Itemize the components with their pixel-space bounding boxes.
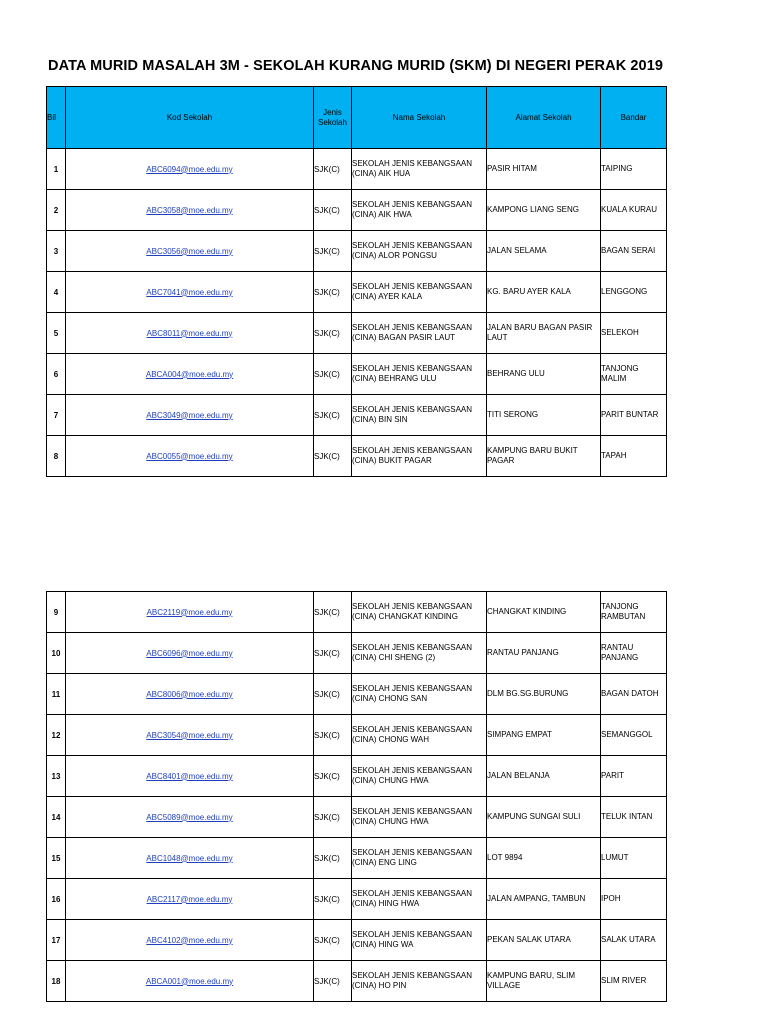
nama-sekolah-cell xyxy=(352,231,487,272)
alamat-sekolah-cell xyxy=(487,313,601,354)
line-1: BAGAN SERAI xyxy=(601,246,656,255)
row-number: 13 xyxy=(47,756,66,797)
row-number: 5 xyxy=(47,313,66,354)
line-1: SEKOLAH JENIS KEBANGSAAN xyxy=(352,200,473,209)
header-alamat-sekolah: Alamat Sekolah xyxy=(487,87,601,149)
kod-sekolah-link[interactable]: ABC8006@moe.edu.my xyxy=(146,689,233,699)
line-1: KAMPONG LIANG SENG xyxy=(487,205,580,214)
table-row xyxy=(47,633,667,674)
bandar-cell xyxy=(601,633,667,674)
jenis-sekolah-cell: SJK(C) xyxy=(314,592,352,633)
line-2: (CINA) ALOR PONGSU xyxy=(352,251,437,260)
line-1: PARIT xyxy=(601,771,624,780)
row-number: 1 xyxy=(47,149,66,190)
jenis-sekolah-cell: SJK(C) xyxy=(314,838,352,879)
nama-sekolah-cell xyxy=(352,797,487,838)
kod-sekolah-link[interactable]: ABCA001@moe.edu.my xyxy=(145,976,234,986)
nama-sekolah-cell xyxy=(352,879,487,920)
header-row xyxy=(47,87,667,149)
row-number: 8 xyxy=(47,436,66,477)
row-number: 11 xyxy=(47,674,66,715)
line-1: SEKOLAH JENIS KEBANGSAAN xyxy=(352,446,473,455)
line-1: SELEKOH xyxy=(601,328,639,337)
bandar-cell xyxy=(601,149,667,190)
header-bandar: Bandar xyxy=(601,87,667,149)
line-1: SLIM RIVER xyxy=(601,976,647,985)
row-number: 6 xyxy=(47,354,66,395)
kod-sekolah-link[interactable]: ABC8401@moe.edu.my xyxy=(146,771,233,781)
line-1: SEKOLAH JENIS KEBANGSAAN xyxy=(352,602,473,611)
kod-sekolah-link[interactable]: ABC3054@moe.edu.my xyxy=(146,730,233,740)
kod-sekolah-link[interactable]: ABC2119@moe.edu.my xyxy=(146,607,233,617)
line-1: TITI SERONG xyxy=(487,410,539,419)
line-1: SEKOLAH JENIS KEBANGSAAN xyxy=(352,643,473,652)
table-row xyxy=(47,674,667,715)
kod-sekolah-cell xyxy=(66,879,314,920)
line-1: SEKOLAH JENIS KEBANGSAAN xyxy=(352,684,473,693)
jenis-sekolah-cell: SJK(C) xyxy=(314,313,352,354)
alamat-sekolah-cell xyxy=(487,190,601,231)
line-2: (CINA) BIN SIN xyxy=(352,415,408,424)
line-2: (CINA) AIK HUA xyxy=(352,169,411,178)
bandar-cell xyxy=(601,879,667,920)
line-1: TANJONG xyxy=(601,364,639,373)
kod-sekolah-cell xyxy=(66,961,314,1002)
line-1: KAMPUNG SUNGAI SULI xyxy=(487,812,581,821)
line-2: (CINA) BAGAN PASIR LAUT xyxy=(352,333,455,342)
table-row xyxy=(47,797,667,838)
kod-sekolah-cell xyxy=(66,797,314,838)
bandar-cell xyxy=(601,715,667,756)
row-number: 15 xyxy=(47,838,66,879)
nama-sekolah-cell xyxy=(352,354,487,395)
alamat-sekolah-cell xyxy=(487,231,601,272)
jenis-sekolah-cell: SJK(C) xyxy=(314,756,352,797)
row-number: 3 xyxy=(47,231,66,272)
alamat-sekolah-cell xyxy=(487,395,601,436)
kod-sekolah-cell xyxy=(66,354,314,395)
line-1: SEMANGGOL xyxy=(601,730,653,739)
line-2: (CINA) CHANGKAT KINDING xyxy=(352,612,458,621)
line-1: JALAN BARU BAGAN PASIR xyxy=(487,323,593,332)
line-2: MALIM xyxy=(601,374,627,383)
line-1: SEKOLAH JENIS KEBANGSAAN xyxy=(352,889,473,898)
line-1: TANJONG xyxy=(601,602,639,611)
school-table-page-1 xyxy=(46,86,667,477)
nama-sekolah-cell xyxy=(352,592,487,633)
kod-sekolah-cell xyxy=(66,715,314,756)
line-1: SEKOLAH JENIS KEBANGSAAN xyxy=(352,848,473,857)
kod-sekolah-link[interactable]: ABCA004@moe.edu.my xyxy=(145,369,234,379)
line-2: (CINA) ENG LING xyxy=(352,858,417,867)
kod-sekolah-cell xyxy=(66,313,314,354)
row-number: 14 xyxy=(47,797,66,838)
alamat-sekolah-cell xyxy=(487,592,601,633)
line-2: (CINA) AYER KALA xyxy=(352,292,423,301)
header-nama-sekolah: Nama Sekolah xyxy=(352,87,487,149)
line-1: SEKOLAH JENIS KEBANGSAAN xyxy=(352,807,473,816)
nama-sekolah-cell xyxy=(352,715,487,756)
nama-sekolah-cell xyxy=(352,674,487,715)
line-1: PEKAN SALAK UTARA xyxy=(487,935,571,944)
nama-sekolah-cell xyxy=(352,149,487,190)
line-1: LOT 9894 xyxy=(487,853,523,862)
line-1: TAIPING xyxy=(601,164,633,173)
row-number: 17 xyxy=(47,920,66,961)
nama-sekolah-cell xyxy=(352,920,487,961)
jenis-sekolah-cell: SJK(C) xyxy=(314,920,352,961)
line-1: SEKOLAH JENIS KEBANGSAAN xyxy=(352,159,473,168)
kod-sekolah-link[interactable]: ABC3058@moe.edu.my xyxy=(146,205,233,215)
line-2: (CINA) BEHRANG ULU xyxy=(352,374,437,383)
bandar-cell xyxy=(601,190,667,231)
line-1: JALAN SELAMA xyxy=(487,246,547,255)
alamat-sekolah-cell xyxy=(487,715,601,756)
jenis-sekolah-cell: SJK(C) xyxy=(314,149,352,190)
table-row xyxy=(47,715,667,756)
kod-sekolah-link[interactable]: ABC6094@moe.edu.my xyxy=(146,164,233,174)
line-1: BEHRANG ULU xyxy=(487,369,545,378)
line-2: (CINA) CHUNG HWA xyxy=(352,776,429,785)
line-1: JALAN BELANJA xyxy=(487,771,550,780)
nama-sekolah-cell xyxy=(352,961,487,1002)
bandar-cell xyxy=(601,436,667,477)
table-row xyxy=(47,190,667,231)
kod-sekolah-link[interactable]: ABC2117@moe.edu.my xyxy=(146,894,233,904)
jenis-sekolah-cell: SJK(C) xyxy=(314,633,352,674)
kod-sekolah-link[interactable]: ABC8011@moe.edu.my xyxy=(146,328,233,338)
jenis-sekolah-cell: SJK(C) xyxy=(314,961,352,1002)
jenis-sekolah-cell: SJK(C) xyxy=(314,354,352,395)
table-row xyxy=(47,395,667,436)
bandar-cell xyxy=(601,592,667,633)
kod-sekolah-cell xyxy=(66,674,314,715)
line-1: JALAN AMPANG, TAMBUN xyxy=(487,894,586,903)
line-1: BAGAN DATOH xyxy=(601,689,659,698)
table-row xyxy=(47,354,667,395)
nama-sekolah-cell xyxy=(352,633,487,674)
line-1: KAMPUNG BARU BUKIT xyxy=(487,446,578,455)
jenis-sekolah-cell: SJK(C) xyxy=(314,436,352,477)
kod-sekolah-cell xyxy=(66,756,314,797)
line-1: SEKOLAH JENIS KEBANGSAAN xyxy=(352,241,473,250)
alamat-sekolah-cell xyxy=(487,272,601,313)
alamat-sekolah-cell xyxy=(487,149,601,190)
kod-sekolah-cell xyxy=(66,436,314,477)
bandar-cell xyxy=(601,395,667,436)
line-2: (CINA) BUKIT PAGAR xyxy=(352,456,432,465)
row-number: 2 xyxy=(47,190,66,231)
alamat-sekolah-cell xyxy=(487,797,601,838)
line-1: KAMPUNG BARU, SLIM xyxy=(487,971,576,980)
line-2: (CINA) CHI SHENG (2) xyxy=(352,653,436,662)
kod-sekolah-cell xyxy=(66,149,314,190)
alamat-sekolah-cell xyxy=(487,961,601,1002)
line-1: SEKOLAH JENIS KEBANGSAAN xyxy=(352,930,473,939)
table-row xyxy=(47,272,667,313)
line-2: LAUT xyxy=(487,333,508,342)
line-1: SIMPANG EMPAT xyxy=(487,730,552,739)
kod-sekolah-link[interactable]: ABC0055@moe.edu.my xyxy=(146,451,233,461)
nama-sekolah-cell xyxy=(352,190,487,231)
bandar-cell xyxy=(601,920,667,961)
kod-sekolah-cell xyxy=(66,592,314,633)
line-1: TELUK INTAN xyxy=(601,812,653,821)
jenis-sekolah-cell: SJK(C) xyxy=(314,231,352,272)
jenis-sekolah-cell: SJK(C) xyxy=(314,797,352,838)
nama-sekolah-cell xyxy=(352,756,487,797)
bandar-cell xyxy=(601,674,667,715)
line-1: IPOH xyxy=(601,894,621,903)
header-jenis-sekolah: Jenis Sekolah xyxy=(314,87,352,149)
bandar-cell xyxy=(601,961,667,1002)
jenis-sekolah-cell: SJK(C) xyxy=(314,715,352,756)
line-1: SEKOLAH JENIS KEBANGSAAN xyxy=(352,282,473,291)
line-2: PANJANG xyxy=(601,653,639,662)
bandar-cell xyxy=(601,272,667,313)
line-1: SEKOLAH JENIS KEBANGSAAN xyxy=(352,766,473,775)
alamat-sekolah-cell xyxy=(487,674,601,715)
line-2: (CINA) AIK HWA xyxy=(352,210,412,219)
line-2: VILLAGE xyxy=(487,981,521,990)
nama-sekolah-cell xyxy=(352,272,487,313)
jenis-sekolah-cell: SJK(C) xyxy=(314,674,352,715)
line-2: (CINA) HING WA xyxy=(352,940,414,949)
bandar-cell xyxy=(601,756,667,797)
line-2: (CINA) HO PIN xyxy=(352,981,407,990)
row-number: 16 xyxy=(47,879,66,920)
line-1: SEKOLAH JENIS KEBANGSAAN xyxy=(352,725,473,734)
line-1: LENGGONG xyxy=(601,287,648,296)
kod-sekolah-link[interactable]: ABC4102@moe.edu.my xyxy=(146,935,233,945)
table-row xyxy=(47,592,667,633)
alamat-sekolah-cell xyxy=(487,354,601,395)
row-number: 12 xyxy=(47,715,66,756)
header-bil: Bil xyxy=(47,87,66,149)
line-2: (CINA) CHONG SAN xyxy=(352,694,428,703)
line-1: SEKOLAH JENIS KEBANGSAAN xyxy=(352,405,473,414)
bandar-cell xyxy=(601,838,667,879)
row-number: 18 xyxy=(47,961,66,1002)
kod-sekolah-cell xyxy=(66,272,314,313)
alamat-sekolah-cell xyxy=(487,879,601,920)
jenis-sekolah-cell: SJK(C) xyxy=(314,190,352,231)
line-1: CHANGKAT KINDING xyxy=(487,607,567,616)
line-1: SEKOLAH JENIS KEBANGSAAN xyxy=(352,323,473,332)
table-row xyxy=(47,149,667,190)
table-row xyxy=(47,961,667,1002)
line-1: KG. BARU AYER KALA xyxy=(487,287,571,296)
kod-sekolah-cell xyxy=(66,395,314,436)
jenis-sekolah-cell: SJK(C) xyxy=(314,879,352,920)
line-2: (CINA) CHUNG HWA xyxy=(352,817,429,826)
table-row xyxy=(47,920,667,961)
kod-sekolah-cell xyxy=(66,231,314,272)
kod-sekolah-link[interactable]: ABC1048@moe.edu.my xyxy=(146,853,233,863)
kod-sekolah-cell xyxy=(66,633,314,674)
line-1: PARIT BUNTAR xyxy=(601,410,659,419)
row-number: 10 xyxy=(47,633,66,674)
line-1: SEKOLAH JENIS KEBANGSAAN xyxy=(352,364,473,373)
nama-sekolah-cell xyxy=(352,395,487,436)
bandar-cell xyxy=(601,313,667,354)
kod-sekolah-cell xyxy=(66,838,314,879)
table-row xyxy=(47,436,667,477)
line-1: RANTAU PANJANG xyxy=(487,648,559,657)
line-1: PASIR HITAM xyxy=(487,164,537,173)
nama-sekolah-cell xyxy=(352,838,487,879)
row-number: 4 xyxy=(47,272,66,313)
line-1: SEKOLAH JENIS KEBANGSAAN xyxy=(352,971,473,980)
alamat-sekolah-cell xyxy=(487,920,601,961)
line-1: KUALA KURAU xyxy=(601,205,658,214)
line-1: TAPAH xyxy=(601,451,627,460)
kod-sekolah-link[interactable]: ABC3049@moe.edu.my xyxy=(146,410,233,420)
nama-sekolah-cell xyxy=(352,313,487,354)
table-row xyxy=(47,838,667,879)
bandar-cell xyxy=(601,354,667,395)
kod-sekolah-link[interactable]: ABC7041@moe.edu.my xyxy=(146,287,233,297)
kod-sekolah-link[interactable]: ABC3056@moe.edu.my xyxy=(146,246,233,256)
jenis-sekolah-cell: SJK(C) xyxy=(314,272,352,313)
alamat-sekolah-cell xyxy=(487,756,601,797)
bandar-cell xyxy=(601,797,667,838)
table-row xyxy=(47,756,667,797)
line-1: RANTAU xyxy=(601,643,634,652)
page-title: DATA MURID MASALAH 3M - SEKOLAH KURANG MURID (SKM) DI NEGERI PERAK 2019 xyxy=(48,58,664,74)
line-1: SALAK UTARA xyxy=(601,935,656,944)
kod-sekolah-cell xyxy=(66,920,314,961)
school-table-page-2 xyxy=(46,591,667,1002)
row-number: 9 xyxy=(47,592,66,633)
header-kod-sekolah: Kod Sekolah xyxy=(66,87,314,149)
table-row xyxy=(47,879,667,920)
line-1: DLM BG.SG.BURUNG xyxy=(487,689,569,698)
line-2: RAMBUTAN xyxy=(601,612,646,621)
kod-sekolah-cell xyxy=(66,190,314,231)
line-2: (CINA) HING HWA xyxy=(352,899,420,908)
row-number: 7 xyxy=(47,395,66,436)
bandar-cell xyxy=(601,231,667,272)
table-row xyxy=(47,313,667,354)
alamat-sekolah-cell xyxy=(487,838,601,879)
line-1: LUMUT xyxy=(601,853,629,862)
kod-sekolah-link[interactable]: ABC5089@moe.edu.my xyxy=(146,812,233,822)
alamat-sekolah-cell xyxy=(487,436,601,477)
line-2: PAGAR xyxy=(487,456,515,465)
line-2: (CINA) CHONG WAH xyxy=(352,735,430,744)
nama-sekolah-cell xyxy=(352,436,487,477)
alamat-sekolah-cell xyxy=(487,633,601,674)
kod-sekolah-link[interactable]: ABC6096@moe.edu.my xyxy=(146,648,233,658)
jenis-sekolah-cell: SJK(C) xyxy=(314,395,352,436)
table-row xyxy=(47,231,667,272)
